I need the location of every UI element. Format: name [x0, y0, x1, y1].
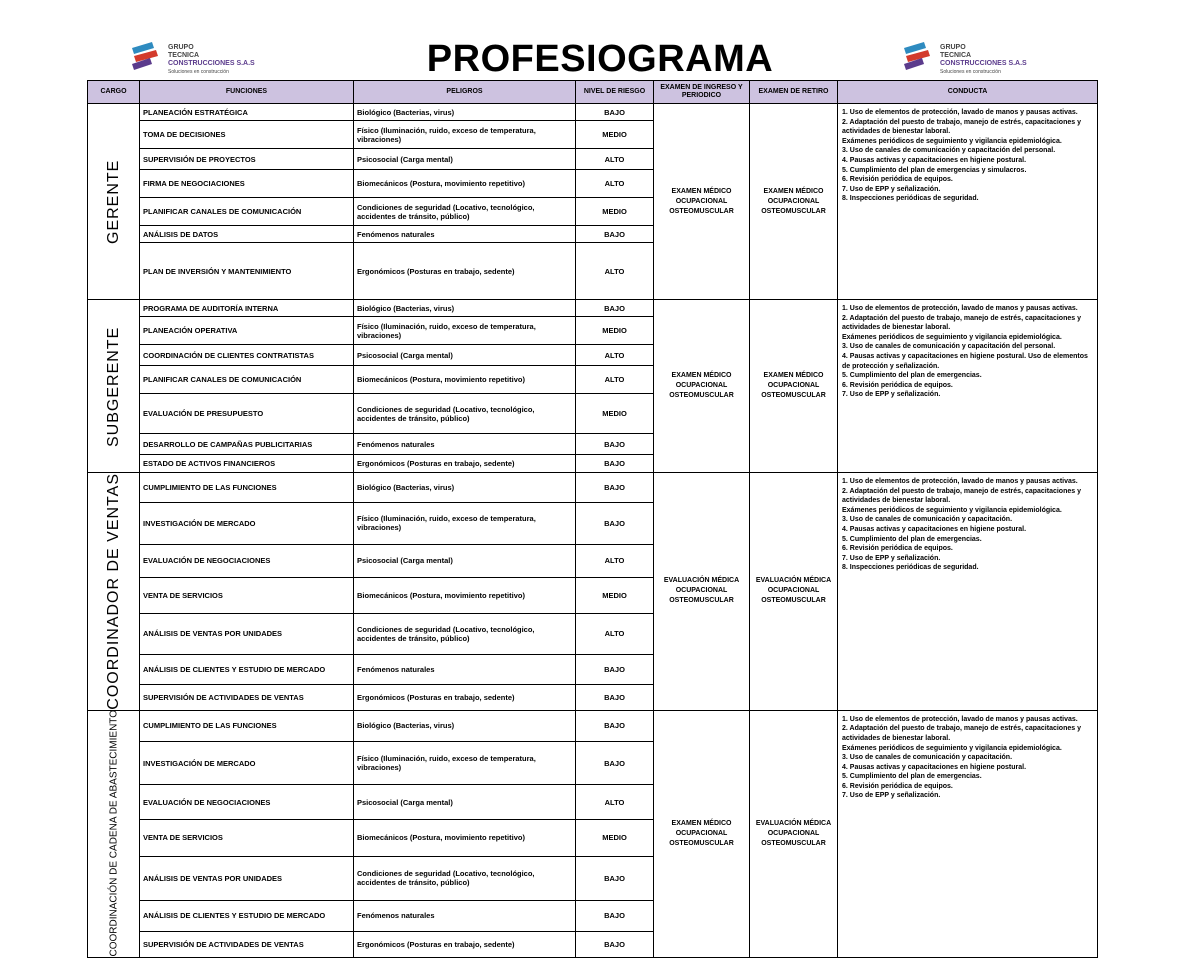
funcion-cell: EVALUACIÓN DE NEGOCIACIONES [140, 544, 354, 577]
logo-text [168, 44, 255, 76]
examen-retiro-cell: EXAMEN MÉDICO OCUPACIONAL OSTEOMUSCULAR [750, 104, 838, 300]
cargo-cell: COORDINACIÓN DE CADENA DE ABASTECIMIENTO [88, 710, 140, 958]
table-row [88, 104, 1098, 121]
conducta-item: 2. Adaptación del puesto de trabajo, manejo de estrés, capacitaciones y actividades de bienestar laboral. [842, 487, 1081, 505]
peligro-cell: Ergonómicos (Posturas en trabajo, sedente) [354, 931, 576, 958]
conducta-item: Exámenes periódicos de seguimiento y vigilancia epidemiológica. [842, 333, 1062, 341]
examen-ingreso-cell: EXAMEN MÉDICO OCUPACIONAL OSTEOMUSCULAR [654, 300, 750, 473]
funcion-cell: ANÁLISIS DE VENTAS POR UNIDADES [140, 857, 354, 901]
peligro-cell: Ergonómicos (Posturas en trabajo, sedente) [354, 243, 576, 300]
nivel-riesgo-cell: BAJO [576, 104, 654, 121]
peligro-cell: Biológico (Bacterias, virus) [354, 300, 576, 317]
nivel-riesgo-cell: BAJO [576, 857, 654, 901]
peligro-cell: Psicosocial (Carga mental) [354, 785, 576, 819]
conducta-item: 8. Inspecciones periódicas de seguridad. [842, 564, 979, 572]
cargo-cell: GERENTE [88, 104, 140, 300]
funcion-cell: INVESTIGACIÓN DE MERCADO [140, 502, 354, 544]
cargo-cell: SUBGERENTE [88, 300, 140, 473]
peligro-cell: Ergonómicos (Posturas en trabajo, sedente) [354, 455, 576, 473]
conducta-item: 8. Inspecciones periódicas de seguridad. [842, 195, 979, 203]
table-row [88, 300, 1098, 317]
header-examen-ingreso: EXAMEN DE INGRESO Y PERIODICO [654, 81, 750, 104]
page-title: PROFESIOGRAMA [426, 38, 774, 80]
conducta-cell [838, 710, 1098, 958]
nivel-riesgo-cell: BAJO [576, 655, 654, 685]
nivel-riesgo-cell: ALTO [576, 345, 654, 366]
nivel-riesgo-cell: MEDIO [576, 121, 654, 149]
nivel-riesgo-cell: ALTO [576, 613, 654, 655]
conducta-item: Exámenes periódicos de seguimiento y vigilancia epidemiológica. [842, 137, 1062, 145]
funcion-cell: PLAN DE INVERSIÓN Y MANTENIMIENTO [140, 243, 354, 300]
examen-retiro-cell: EXAMEN MÉDICO OCUPACIONAL OSTEOMUSCULAR [750, 300, 838, 473]
funcion-cell: SUPERVISIÓN DE PROYECTOS [140, 149, 354, 170]
conducta-item: 2. Adaptación del puesto de trabajo, manejo de estrés, capacitaciones y actividades de bienestar laboral. [842, 118, 1081, 136]
conducta-item: 1. Uso de elementos de protección, lavado de manos y pausas activas. [842, 109, 1078, 116]
conducta-item: 3. Uso de canales de comunicación y capacitación. [842, 754, 1013, 762]
nivel-riesgo-cell: MEDIO [576, 198, 654, 226]
conducta-item: 4. Pausas activas y capacitaciones en higiene postural. [842, 156, 1027, 164]
funcion-cell: ANÁLISIS DE CLIENTES Y ESTUDIO DE MERCADO [140, 900, 354, 931]
nivel-riesgo-cell: ALTO [576, 170, 654, 198]
logo-line2: TECNICA [940, 52, 972, 59]
logo-line1: GRUPO [940, 44, 966, 51]
conducta-item: Exámenes periódicos de seguimiento y vigilancia epidemiológica. [842, 506, 1062, 514]
conducta-item: 6. Revisión periódica de equipos. [842, 545, 953, 553]
peligro-cell: Biológico (Bacterias, virus) [354, 710, 576, 741]
funcion-cell: CUMPLIMIENTO DE LAS FUNCIONES [140, 473, 354, 503]
funcion-cell: SUPERVISIÓN DE ACTIVIDADES DE VENTAS [140, 931, 354, 958]
logo-tagline: Soluciones en construcción [168, 69, 229, 75]
table-row [88, 710, 1098, 741]
nivel-riesgo-cell: BAJO [576, 455, 654, 473]
nivel-riesgo-cell: BAJO [576, 502, 654, 544]
conducta-item: 3. Uso de canales de comunicación y capacitación del personal. [842, 147, 1056, 155]
conducta-item: 6. Revisión periódica de equipos. [842, 176, 953, 184]
funcion-cell: ESTADO DE ACTIVOS FINANCIEROS [140, 455, 354, 473]
logo-line3: CONSTRUCCIONES S.A.S [940, 60, 1027, 67]
conducta-item: 1. Uso de elementos de protección, lavado de manos y pausas activas. [842, 715, 1078, 723]
funcion-cell: SUPERVISIÓN DE ACTIVIDADES DE VENTAS [140, 685, 354, 710]
peligro-cell: Biológico (Bacterias, virus) [354, 473, 576, 503]
conducta-item: 5. Cumplimiento del plan de emergencias. [842, 773, 982, 781]
conducta-item: 6. Revisión periódica de equipos. [842, 381, 953, 389]
peligro-cell: Fenómenos naturales [354, 226, 576, 243]
peligro-cell: Fenómenos naturales [354, 900, 576, 931]
nivel-riesgo-cell: BAJO [576, 473, 654, 503]
peligro-cell: Biomecánicos (Postura, movimiento repetitivo) [354, 819, 576, 856]
nivel-riesgo-cell: MEDIO [576, 317, 654, 345]
peligro-cell: Biomecánicos (Postura, movimiento repetitivo) [354, 577, 576, 613]
conducta-item: 5. Cumplimiento del plan de emergencias y simulacros. [842, 166, 1027, 174]
funcion-cell: VENTA DE SERVICIOS [140, 577, 354, 613]
funcion-cell: ANÁLISIS DE DATOS [140, 226, 354, 243]
logo-line1: GRUPO [168, 44, 194, 51]
conducta-cell [838, 104, 1098, 300]
peligro-cell: Condiciones de seguridad (Locativo, tecnológico, accidentes de tránsito, público) [354, 198, 576, 226]
logo-text [940, 44, 1027, 76]
conducta-item: 7. Uso de EPP y señalización. [842, 391, 941, 399]
company-logo-right [900, 38, 1050, 78]
nivel-riesgo-cell: ALTO [576, 366, 654, 394]
funcion-cell: DESARROLLO DE CAMPAÑAS PUBLICITARIAS [140, 434, 354, 455]
funcion-cell: PROGRAMA DE AUDITORÍA INTERNA [140, 300, 354, 317]
nivel-riesgo-cell: ALTO [576, 544, 654, 577]
header-cargo: CARGO [88, 81, 140, 104]
conducta-item: 3. Uso de canales de comunicación y capacitación del personal. [842, 343, 1056, 351]
examen-ingreso-cell: EVALUACIÓN MÉDICA OCUPACIONAL OSTEOMUSCULAR [654, 473, 750, 711]
funcion-cell: PLANEACIÓN ESTRATÉGICA [140, 104, 354, 121]
conducta-item: 1. Uso de elementos de protección, lavado de manos y pausas activas. [842, 305, 1078, 312]
peligro-cell: Condiciones de seguridad (Locativo, tecnológico, accidentes de tránsito, público) [354, 857, 576, 901]
conducta-item: 2. Adaptación del puesto de trabajo, manejo de estrés, capacitaciones y actividades de bienestar laboral. [842, 725, 1081, 742]
conducta-item: 4. Pausas activas y capacitaciones en higiene postural. Uso de elementos de protección y señalización. [842, 352, 1088, 370]
funcion-cell: FIRMA DE NEGOCIACIONES [140, 170, 354, 198]
peligro-cell: Condiciones de seguridad (Locativo, tecnológico, accidentes de tránsito, público) [354, 394, 576, 434]
funcion-cell: ANÁLISIS DE VENTAS POR UNIDADES [140, 613, 354, 655]
peligro-cell: Físico (Iluminación, ruido, exceso de temperatura, vibraciones) [354, 741, 576, 785]
table-row [88, 473, 1098, 503]
peligro-cell: Psicosocial (Carga mental) [354, 149, 576, 170]
funcion-cell: PLANIFICAR CANALES DE COMUNICACIÓN [140, 198, 354, 226]
nivel-riesgo-cell: BAJO [576, 900, 654, 931]
nivel-riesgo-cell: BAJO [576, 710, 654, 741]
conducta-item: 5. Cumplimiento del plan de emergencias. [842, 535, 982, 543]
cargo-cell: COORDINADOR DE VENTAS [88, 473, 140, 711]
header-funciones: FUNCIONES [140, 81, 354, 104]
peligro-cell: Psicosocial (Carga mental) [354, 345, 576, 366]
nivel-riesgo-cell: BAJO [576, 741, 654, 785]
peligro-cell: Biológico (Bacterias, virus) [354, 104, 576, 121]
conducta-item: 7. Uso de EPP y señalización. [842, 554, 941, 562]
nivel-riesgo-cell: BAJO [576, 300, 654, 317]
conducta-item: 3. Uso de canales de comunicación y capacitación. [842, 516, 1013, 524]
peligro-cell: Ergonómicos (Posturas en trabajo, sedente) [354, 685, 576, 710]
conducta-item: 4. Pausas activas y capacitaciones en higiene postural. [842, 525, 1027, 533]
peligro-cell: Psicosocial (Carga mental) [354, 544, 576, 577]
profesiograma-table [87, 80, 1098, 958]
logo-line3: CONSTRUCCIONES S.A.S [168, 60, 255, 67]
peligro-cell: Biomecánicos (Postura, movimiento repetitivo) [354, 366, 576, 394]
conducta-item: 2. Adaptación del puesto de trabajo, manejo de estrés, capacitaciones y actividades de bienestar laboral. [842, 314, 1081, 332]
nivel-riesgo-cell: ALTO [576, 243, 654, 300]
funcion-cell: PLANEACIÓN OPERATIVA [140, 317, 354, 345]
funcion-cell: INVESTIGACIÓN DE MERCADO [140, 741, 354, 785]
peligro-cell: Condiciones de seguridad (Locativo, tecnológico, accidentes de tránsito, público) [354, 613, 576, 655]
conducta-item: 4. Pausas activas y capacitaciones en higiene postural. [842, 763, 1027, 771]
nivel-riesgo-cell: BAJO [576, 931, 654, 958]
peligro-cell: Biomecánicos (Postura, movimiento repetitivo) [354, 170, 576, 198]
peligro-cell: Fenómenos naturales [354, 434, 576, 455]
funcion-cell: CUMPLIMIENTO DE LAS FUNCIONES [140, 710, 354, 741]
examen-ingreso-cell: EXAMEN MÉDICO OCUPACIONAL OSTEOMUSCULAR [654, 104, 750, 300]
nivel-riesgo-cell: BAJO [576, 226, 654, 243]
funcion-cell: ANÁLISIS DE CLIENTES Y ESTUDIO DE MERCADO [140, 655, 354, 685]
funcion-cell: COORDINACIÓN DE CLIENTES CONTRATISTAS [140, 345, 354, 366]
examen-retiro-cell: EVALUACIÓN MÉDICA OCUPACIONAL OSTEOMUSCULAR [750, 710, 838, 958]
conducta-item: 6. Revisión periódica de equipos. [842, 782, 953, 790]
nivel-riesgo-cell: MEDIO [576, 819, 654, 856]
nivel-riesgo-cell: BAJO [576, 434, 654, 455]
funcion-cell: EVALUACIÓN DE NEGOCIACIONES [140, 785, 354, 819]
nivel-riesgo-cell: ALTO [576, 785, 654, 819]
peligro-cell: Físico (Iluminación, ruido, exceso de temperatura, vibraciones) [354, 502, 576, 544]
conducta-cell [838, 473, 1098, 711]
company-logo-mark [128, 40, 164, 76]
logo-line2: TECNICA [168, 52, 200, 59]
conducta-cell [838, 300, 1098, 473]
funcion-cell: VENTA DE SERVICIOS [140, 819, 354, 856]
nivel-riesgo-cell: MEDIO [576, 394, 654, 434]
logo-tagline: Soluciones en construcción [940, 69, 1001, 75]
funcion-cell: PLANIFICAR CANALES DE COMUNICACIÓN [140, 366, 354, 394]
nivel-riesgo-cell: MEDIO [576, 577, 654, 613]
examen-retiro-cell: EVALUACIÓN MÉDICA OCUPACIONAL OSTEOMUSCULAR [750, 473, 838, 711]
header-nivel-riesgo: NIVEL DE RIESGO [576, 81, 654, 104]
conducta-item: 7. Uso de EPP y señalización. [842, 792, 941, 800]
conducta-item: Exámenes periódicos de seguimiento y vigilancia epidemiológica. [842, 744, 1062, 752]
conducta-item: 7. Uso de EPP y señalización. [842, 185, 941, 193]
nivel-riesgo-cell: ALTO [576, 149, 654, 170]
header-peligros: PELIGROS [354, 81, 576, 104]
peligro-cell: Fenómenos naturales [354, 655, 576, 685]
header-examen-retiro: EXAMEN DE RETIRO [750, 81, 838, 104]
funcion-cell: TOMA DE DECISIONES [140, 121, 354, 149]
funcion-cell: EVALUACIÓN DE PRESUPUESTO [140, 394, 354, 434]
peligro-cell: Físico (Iluminación, ruido, exceso de temperatura, vibraciones) [354, 317, 576, 345]
peligro-cell: Físico (Iluminación, ruido, exceso de temperatura, vibraciones) [354, 121, 576, 149]
conducta-item: 5. Cumplimiento del plan de emergencias. [842, 372, 982, 380]
company-logo-left [128, 38, 278, 78]
conducta-item: 1. Uso de elementos de protección, lavado de manos y pausas activas. [842, 478, 1078, 485]
examen-ingreso-cell: EXAMEN MÉDICO OCUPACIONAL OSTEOMUSCULAR [654, 710, 750, 958]
company-logo-mark [900, 40, 936, 76]
table-header-row [88, 81, 1098, 104]
nivel-riesgo-cell: BAJO [576, 685, 654, 710]
header-conducta: CONDUCTA [838, 81, 1098, 104]
